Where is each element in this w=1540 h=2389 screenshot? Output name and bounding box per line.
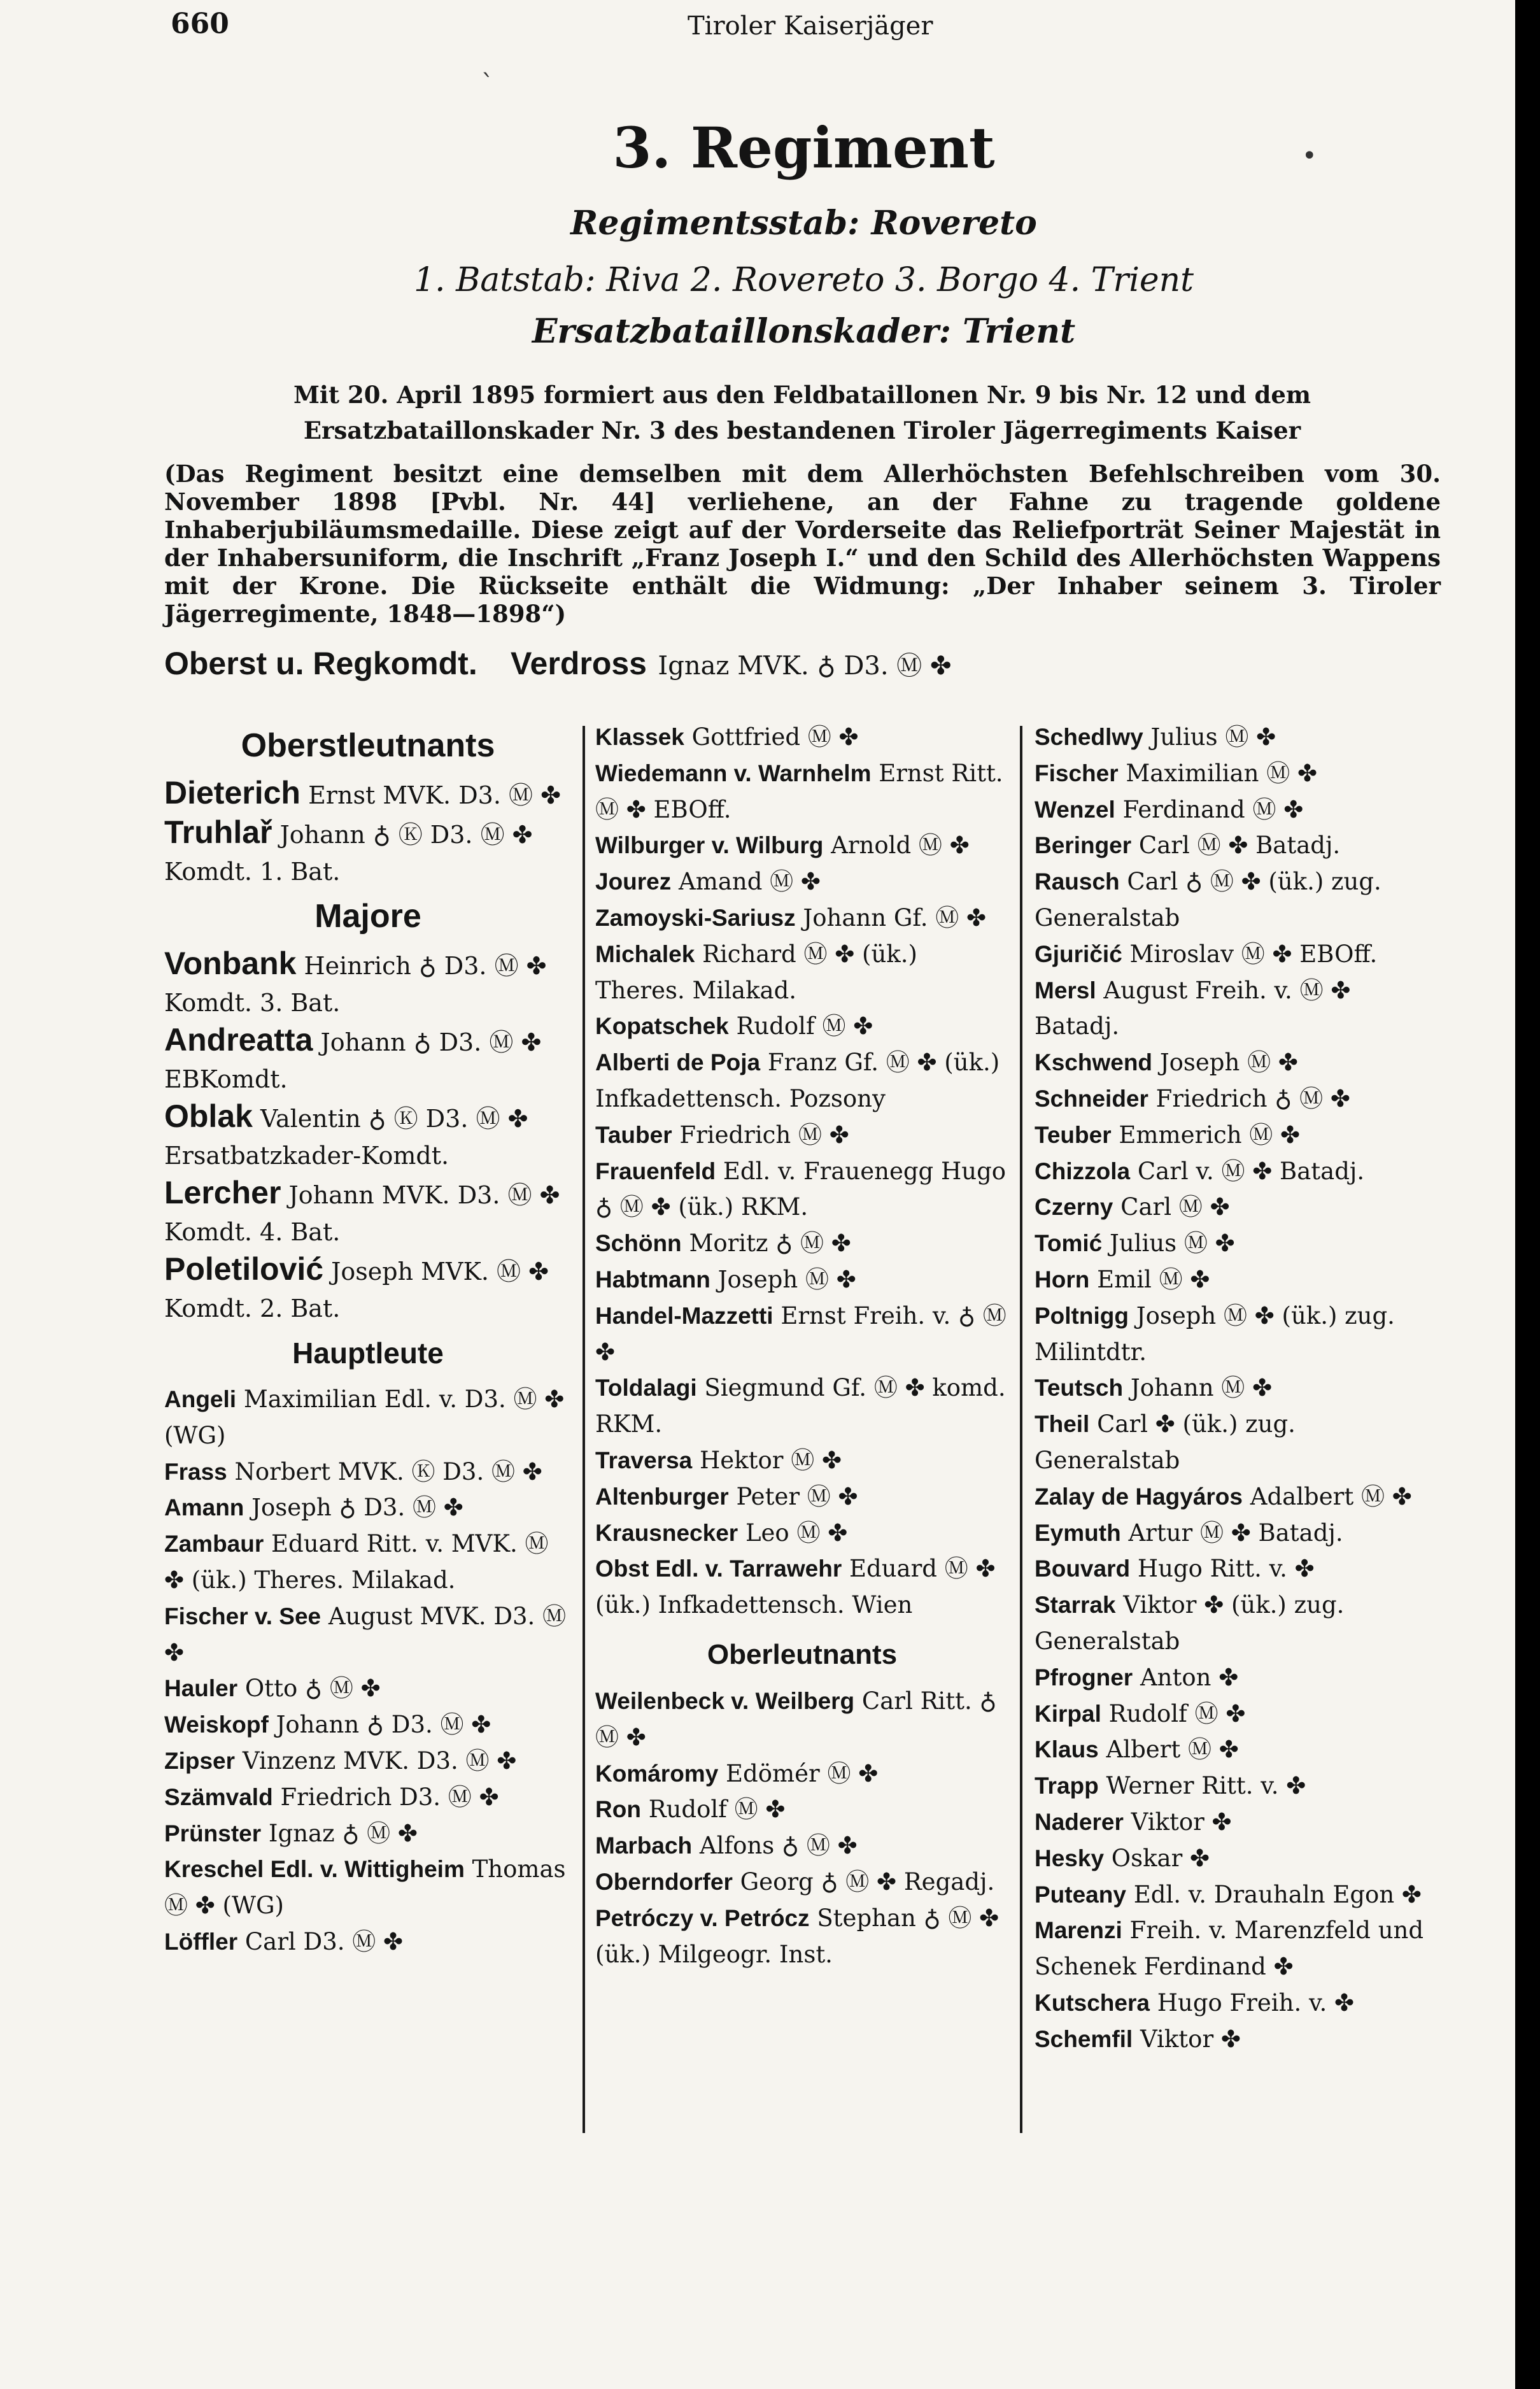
list-item — [164, 945, 572, 1021]
list-item — [1035, 756, 1442, 792]
list-item — [1035, 2022, 1442, 2058]
entry-name: Fischer — [1035, 760, 1119, 786]
list-item — [1035, 1479, 1442, 1515]
entry-name: Teuber — [1035, 1121, 1112, 1148]
list-item — [164, 1743, 572, 1780]
column-1 — [164, 720, 572, 1960]
entry-details: Carl ♁ Ⓜ ✤ (ük.) zug. Generalstab — [1035, 868, 1381, 932]
list-item — [595, 1370, 1009, 1443]
medal-note: (Das Regiment besitzt eine demselben mit dem Allerhöchsten Befehlschreiben vom 30. November 1898 [Pvbl. Nr. 44] verliehene, an der Fahne zu tragende goldene Inhaberjubiläumsmedaille. Diese zeigt auf der Vorderseite das Reliefporträt Seiner Majestät in der Inhabersuniform, die Inschrift „Franz Joseph I.“ und den Schild des Allerhöchsten Wappens mit der Krone. Die Rückseite enthält die Widmung: „Der Inhaber seinem 3. Tiroler Jägerregimente, 1848—1898“) — [164, 460, 1441, 628]
oberst-line — [164, 644, 1444, 682]
entry-details: Peter Ⓜ ✤ — [736, 1482, 858, 1510]
entry-details: Eduard Ⓜ ✤ (ük.) Infkadettensch. Wien — [595, 1555, 996, 1619]
list-item — [164, 1707, 572, 1743]
entry-details: Viktor ✤ — [1140, 2025, 1241, 2053]
entry-details: Miroslav Ⓜ ✤ EBOff. — [1129, 940, 1378, 968]
entry-name: Chizzola — [1035, 1158, 1131, 1184]
entry-details: Johann Ⓜ ✤ — [1130, 1374, 1273, 1402]
list-item — [595, 1792, 1009, 1828]
running-title: Tiroler Kaiserjäger — [688, 11, 933, 41]
list-item — [595, 1551, 1009, 1624]
entry-details: Julius Ⓜ ✤ — [1150, 723, 1276, 751]
entry-name: Schneider — [1035, 1085, 1148, 1112]
entry-details: August Freih. v. Ⓜ ✤ Batadj. — [1035, 976, 1351, 1040]
entry-details: Johann MVK. D3. Ⓜ ✤ Komdt. 4. Bat. — [164, 1181, 560, 1246]
entry-details: Joseph MVK. Ⓜ ✤ Komdt. 2. Bat. — [164, 1258, 549, 1322]
entry-name: Traversa — [595, 1447, 693, 1473]
regimentsstab-line: Regimentsstab: Rovereto — [570, 204, 1037, 243]
entry-name: Poletilović — [164, 1251, 324, 1287]
list-item — [164, 814, 572, 890]
list-item — [164, 1174, 572, 1251]
entry-name: Truhlař — [164, 814, 272, 850]
entry-name: Zamoyski-Sariusz — [595, 904, 796, 931]
entry-details: Ferdinand Ⓜ ✤ — [1122, 795, 1304, 823]
formation-text: Mit 20. April 1895 formiert aus den Feldbataillonen Nr. 9 bis Nr. 12 und dem Ersatzbataillonskader Nr. 3 des bestandenen Tiroler Jägerregiments Kaiser — [293, 381, 1311, 444]
list-item — [595, 1009, 1009, 1045]
list-item — [595, 756, 1009, 828]
list-item — [1035, 1913, 1442, 1985]
entry-details: Freih. v. Marenzfeld und Schenek Ferdinand ✤ — [1035, 1917, 1424, 1981]
list-item — [595, 1117, 1009, 1154]
entry-details: Carl Ⓜ ✤ — [1120, 1193, 1230, 1221]
entry-name: Wilburger v. Wilburg — [595, 832, 824, 859]
list-item — [164, 1599, 572, 1671]
list-item — [1035, 1660, 1442, 1696]
list-item — [164, 1098, 572, 1174]
entry-name: Tauber — [595, 1121, 672, 1148]
list-item — [164, 1924, 572, 1960]
entry-details: Ignaz ♁ Ⓜ ✤ — [268, 1819, 418, 1847]
entry-name: Pfrogner — [1035, 1664, 1133, 1691]
entry-details: August MVK. D3. Ⓜ ✤ — [164, 1602, 567, 1666]
entry-details: Friedrich D3. Ⓜ ✤ — [280, 1783, 499, 1811]
list-item — [595, 828, 1009, 864]
section-title-hauptleute: Hauptleute — [292, 1336, 444, 1370]
list-item — [164, 1382, 572, 1454]
list-item — [1035, 1515, 1442, 1552]
entry-name: Eymuth — [1035, 1519, 1121, 1546]
list-item — [1035, 1696, 1442, 1733]
list-item — [1035, 937, 1442, 973]
entry-details: Edl. v. Drauhaln Egon ✤ — [1133, 1880, 1422, 1908]
entry-details: Heinrich ♁ D3. Ⓜ ✤ Komdt. 3. Bat. — [164, 952, 547, 1017]
entry-name: Poltnigg — [1035, 1302, 1129, 1329]
list-item — [164, 1526, 572, 1599]
list-item — [595, 900, 1009, 937]
entry-details: Johann Gf. Ⓜ ✤ — [803, 904, 987, 932]
list-item — [595, 937, 1009, 1009]
entry-details: Arnold Ⓜ ✤ — [831, 832, 970, 860]
entry-name: Zambaur — [164, 1531, 264, 1557]
list-item — [1035, 1804, 1442, 1841]
entry-name: Fischer v. See — [164, 1603, 321, 1629]
entry-details: Richard Ⓜ ✤ (ük.) Theres. Milakad. — [595, 940, 917, 1004]
entry-details: Hektor Ⓜ ✤ — [700, 1446, 842, 1474]
list-item — [1035, 1117, 1442, 1154]
entry-name: Ron — [595, 1796, 641, 1823]
list-item — [164, 1780, 572, 1816]
list-item — [1035, 1732, 1442, 1768]
list-item — [1035, 792, 1442, 828]
entry-details: Gottfried Ⓜ ✤ — [691, 723, 859, 751]
entry-name: Teutsch — [1035, 1375, 1124, 1401]
entry-details: Joseph Ⓜ ✤ — [717, 1265, 856, 1293]
entry-name: Marbach — [595, 1833, 693, 1859]
section-title-majore: Majore — [314, 898, 421, 935]
list-item — [595, 720, 1009, 756]
entry-name: Starrak — [1035, 1592, 1116, 1619]
list-item — [1035, 720, 1442, 756]
page-number: 660 — [171, 8, 229, 40]
entry-details: Rudolf Ⓜ ✤ — [1108, 1699, 1246, 1727]
entry-name: Gjuričić — [1035, 940, 1122, 967]
entry-details: Leo Ⓜ ✤ — [745, 1519, 848, 1547]
entry-details: Edl. v. Frauenegg Hugo ♁ Ⓜ ✤ (ük.) RKM. — [595, 1157, 1007, 1221]
entry-name: Naderer — [1035, 1808, 1124, 1835]
entry-details: Otto ♁ Ⓜ ✤ — [244, 1675, 381, 1703]
list-item — [1035, 1370, 1442, 1407]
entry-details: Edömér Ⓜ ✤ — [726, 1759, 879, 1787]
entry-name: Jourez — [595, 868, 672, 895]
list-item — [1035, 1587, 1442, 1660]
entry-details: Valentin ♁ Ⓚ D3. Ⓜ ✤ Ersatbatzkader-Komdt. — [164, 1105, 528, 1170]
entry-name: Oblak — [164, 1098, 253, 1134]
list-item — [1035, 864, 1442, 937]
entry-details: Anton ✤ — [1140, 1663, 1239, 1691]
entry-name: Alberti de Poja — [595, 1049, 761, 1076]
entry-name: Klassek — [595, 724, 684, 750]
entry-details: Ernst Ritt. Ⓜ ✤ EBOff. — [595, 759, 1003, 823]
entry-name: Szämvald — [164, 1783, 273, 1810]
entry-name: Schönn — [595, 1230, 682, 1257]
entry-details: Georg ♁ Ⓜ ✤ Regadj. — [740, 1868, 995, 1896]
list-item — [1035, 1262, 1442, 1298]
list-item — [595, 1443, 1009, 1479]
entry-details: Viktor ✤ (ük.) zug. Generalstab — [1035, 1591, 1345, 1655]
entry-name: Löffler — [164, 1928, 238, 1955]
entry-details: Werner Ritt. v. ✤ — [1106, 1772, 1306, 1800]
list-item — [595, 1828, 1009, 1864]
list-item — [164, 1671, 572, 1707]
entry-name: Kschwend — [1035, 1049, 1153, 1076]
entry-details: Stephan ♁ Ⓜ ✤ (ük.) Milgeogr. Inst. — [595, 1904, 1000, 1968]
entry-details: Julius Ⓜ ✤ — [1109, 1230, 1235, 1258]
entry-details: Albert Ⓜ ✤ — [1106, 1736, 1239, 1764]
entry-name: Horn — [1035, 1266, 1090, 1293]
entry-details: Joseph Ⓜ ✤ — [1159, 1049, 1298, 1077]
entry-name: Prünster — [164, 1820, 262, 1847]
list-item — [595, 1262, 1009, 1298]
entry-details: Joseph ♁ D3. Ⓜ ✤ — [251, 1494, 463, 1522]
entry-name: Toldalagi — [595, 1375, 697, 1401]
entry-name: Zipser — [164, 1747, 236, 1774]
entry-name: Weilenbeck v. Weilberg — [595, 1687, 855, 1714]
list-item — [595, 1298, 1009, 1371]
entry-name: Beringer — [1035, 832, 1132, 859]
entry-name: Tomić — [1035, 1230, 1103, 1257]
list-item — [1035, 1768, 1442, 1804]
entry-details: Moritz ♁ Ⓜ ✤ — [689, 1230, 851, 1258]
entry-name: Frauenfeld — [595, 1158, 716, 1184]
entry-details: Carl D3. Ⓜ ✤ — [244, 1927, 404, 1955]
entry-name: Bouvard — [1035, 1556, 1131, 1582]
entry-details: Adalbert Ⓜ ✤ — [1250, 1482, 1412, 1510]
entry-name: Komáromy — [595, 1760, 719, 1787]
entry-name: Vonbank — [164, 946, 297, 981]
list-item — [164, 774, 572, 814]
entry-details: Hugo Freih. v. ✤ — [1157, 1988, 1355, 2017]
list-item — [1035, 1877, 1442, 1913]
list-item — [1035, 1154, 1442, 1190]
entry-details: Carl Ritt. ♁ Ⓜ ✤ — [595, 1687, 997, 1751]
list-item — [595, 1864, 1009, 1901]
list-item — [595, 1901, 1009, 1973]
column-2 — [595, 720, 1009, 1973]
entry-name: Dieterich — [164, 775, 300, 811]
list-item — [595, 1756, 1009, 1792]
entry-name: Handel-Mazzetti — [595, 1302, 774, 1329]
list-item — [595, 1684, 1009, 1756]
entry-name: Klaus — [1035, 1736, 1099, 1763]
list-item — [1035, 1226, 1442, 1262]
entry-details: Ernst Freih. v. ♁ Ⓜ ✤ — [595, 1301, 1007, 1366]
entry-name: Czerny — [1035, 1194, 1113, 1221]
entry-details: Rudolf Ⓜ ✤ — [736, 1012, 873, 1040]
list-item — [164, 1021, 572, 1098]
entry-name: Michalek — [595, 940, 695, 967]
entry-name: Habtmann — [595, 1266, 710, 1293]
entry-details: Ernst MVK. D3. Ⓜ ✤ — [308, 781, 561, 809]
entry-details: Johann ♁ Ⓚ D3. Ⓜ ✤ Komdt. 1. Bat. — [164, 821, 533, 886]
entry-details: Norbert MVK. Ⓚ D3. Ⓜ ✤ — [234, 1457, 542, 1485]
list-item — [1035, 1189, 1442, 1226]
entry-details: Alfons ♁ Ⓜ ✤ — [699, 1832, 858, 1860]
list-item — [164, 1852, 572, 1924]
entry-name: Trapp — [1035, 1773, 1099, 1799]
entry-details: Artur Ⓜ ✤ Batadj. — [1128, 1519, 1343, 1547]
list-item — [164, 1251, 572, 1327]
list-item — [595, 1154, 1009, 1226]
entry-name: Kreschel Edl. v. Wittigheim — [164, 1856, 465, 1883]
entry-details: Viktor ✤ — [1131, 1808, 1232, 1836]
entry-details: Joseph Ⓜ ✤ (ük.) zug. Milintdtr. — [1035, 1301, 1395, 1366]
list-item — [1035, 1081, 1442, 1117]
oberst-details: Ignaz MVK. ♁ D3. Ⓜ ✤ — [658, 651, 952, 681]
entry-name: Puteany — [1035, 1881, 1126, 1908]
column-3 — [1035, 720, 1442, 2057]
list-item — [164, 1816, 572, 1852]
entry-name: Petróczy v. Petrócz — [595, 1904, 810, 1931]
entry-details: Friedrich ♁ Ⓜ ✤ — [1155, 1084, 1350, 1112]
entry-details: Maximilian Edl. v. D3. Ⓜ ✤ (WG) — [164, 1386, 565, 1449]
entry-name: Schemfil — [1035, 2025, 1133, 2052]
entry-details: Thomas Ⓜ ✤ (WG) — [164, 1855, 566, 1920]
entry-name: Oberndorfer — [595, 1868, 733, 1895]
entry-details: Vinzenz MVK. D3. Ⓜ ✤ — [242, 1747, 517, 1775]
section-title-oberstleutnants: Oberstleutnants — [241, 727, 495, 764]
entry-details: Maximilian Ⓜ ✤ — [1126, 759, 1318, 787]
entry-name: Wenzel — [1035, 796, 1115, 823]
list-item — [1035, 828, 1442, 864]
entry-name: Rausch — [1035, 868, 1120, 895]
entry-name: Zalay de Hagyáros — [1035, 1483, 1243, 1510]
entry-details: Johann ♁ D3. Ⓜ ✤ EBKomdt. — [164, 1028, 542, 1093]
entry-details: Emil Ⓜ ✤ — [1097, 1265, 1210, 1293]
entry-name: Hesky — [1035, 1845, 1105, 1871]
list-item — [1035, 1841, 1442, 1877]
oberst-label: Oberst u. Regkomdt. — [164, 646, 477, 681]
entry-details: Emmerich Ⓜ ✤ — [1119, 1121, 1301, 1149]
list-item — [595, 1226, 1009, 1262]
entry-details: Amand Ⓜ ✤ — [679, 868, 821, 896]
column-divider — [1020, 726, 1022, 2133]
entry-name: Schedlwy — [1035, 724, 1143, 750]
entry-details: Hugo Ritt. v. ✤ — [1137, 1555, 1315, 1583]
entry-details: Siegmund Gf. Ⓜ ✤ komd. RKM. — [595, 1374, 1006, 1438]
batstab-line: 1. Batstab: Riva 2. Rovereto 3. Borgo 4. Trient — [413, 261, 1194, 299]
list-item — [164, 1454, 572, 1491]
entry-name: Mersl — [1035, 977, 1096, 1003]
entry-name: Krausnecker — [595, 1519, 738, 1546]
entry-name: Hauler — [164, 1675, 238, 1702]
section-title-oberleutnants: Oberleutnants — [707, 1638, 898, 1670]
entry-name: Altenburger — [595, 1483, 729, 1510]
list-item — [1035, 1551, 1442, 1587]
column-divider — [583, 726, 585, 2133]
entry-details: Eduard Ritt. v. MVK. Ⓜ ✤ (ük.) Theres. Milakad. — [164, 1530, 549, 1594]
entry-name: Frass — [164, 1458, 227, 1485]
list-item — [1035, 1407, 1442, 1479]
entry-name: Marenzi — [1035, 1917, 1122, 1944]
stray-mark: ˋ — [481, 70, 494, 99]
list-item — [1035, 973, 1442, 1046]
page-title: 3. Regiment — [612, 115, 995, 181]
entry-name: Theil — [1035, 1411, 1090, 1438]
entry-details: Carl ✤ (ük.) zug. Generalstab — [1035, 1410, 1296, 1474]
entry-details: Oskar ✤ — [1111, 1844, 1210, 1872]
entry-name: Angeli — [164, 1386, 237, 1412]
entry-name: Kopatschek — [595, 1013, 729, 1040]
entry-name: Kirpal — [1035, 1700, 1101, 1727]
list-item — [1035, 1298, 1442, 1371]
entry-details: Carl v. Ⓜ ✤ Batadj. — [1137, 1157, 1365, 1185]
entry-details: Carl Ⓜ ✤ Batadj. — [1138, 832, 1341, 860]
list-item — [164, 1490, 572, 1526]
entry-details: Franz Gf. Ⓜ ✤ (ük.) Infkadettensch. Pozsony — [595, 1049, 1000, 1112]
entry-details: Rudolf Ⓜ ✤ — [648, 1796, 786, 1824]
ersatz-line: Ersatzbataillonskader: Trient — [532, 312, 1076, 351]
entry-details: Johann ♁ D3. Ⓜ ✤ — [276, 1711, 491, 1739]
list-item — [595, 864, 1009, 900]
entry-name: Obst Edl. v. Tarrawehr — [595, 1556, 842, 1582]
entry-name: Amann — [164, 1494, 244, 1521]
list-item — [595, 1515, 1009, 1552]
list-item — [595, 1045, 1009, 1117]
list-item — [1035, 1045, 1442, 1081]
list-item — [595, 1479, 1009, 1515]
list-item — [1035, 1985, 1442, 2022]
entry-name: Kutschera — [1035, 1989, 1150, 2016]
entry-name: Andreatta — [164, 1022, 313, 1058]
entry-name: Weiskopf — [164, 1712, 269, 1738]
entry-details: Friedrich Ⓜ ✤ — [679, 1121, 849, 1149]
oberst-name: Verdross — [510, 646, 647, 681]
entry-name: Wiedemann v. Warnhelm — [595, 760, 872, 786]
stray-mark: • — [1302, 141, 1317, 171]
entry-name: Lercher — [164, 1175, 281, 1210]
